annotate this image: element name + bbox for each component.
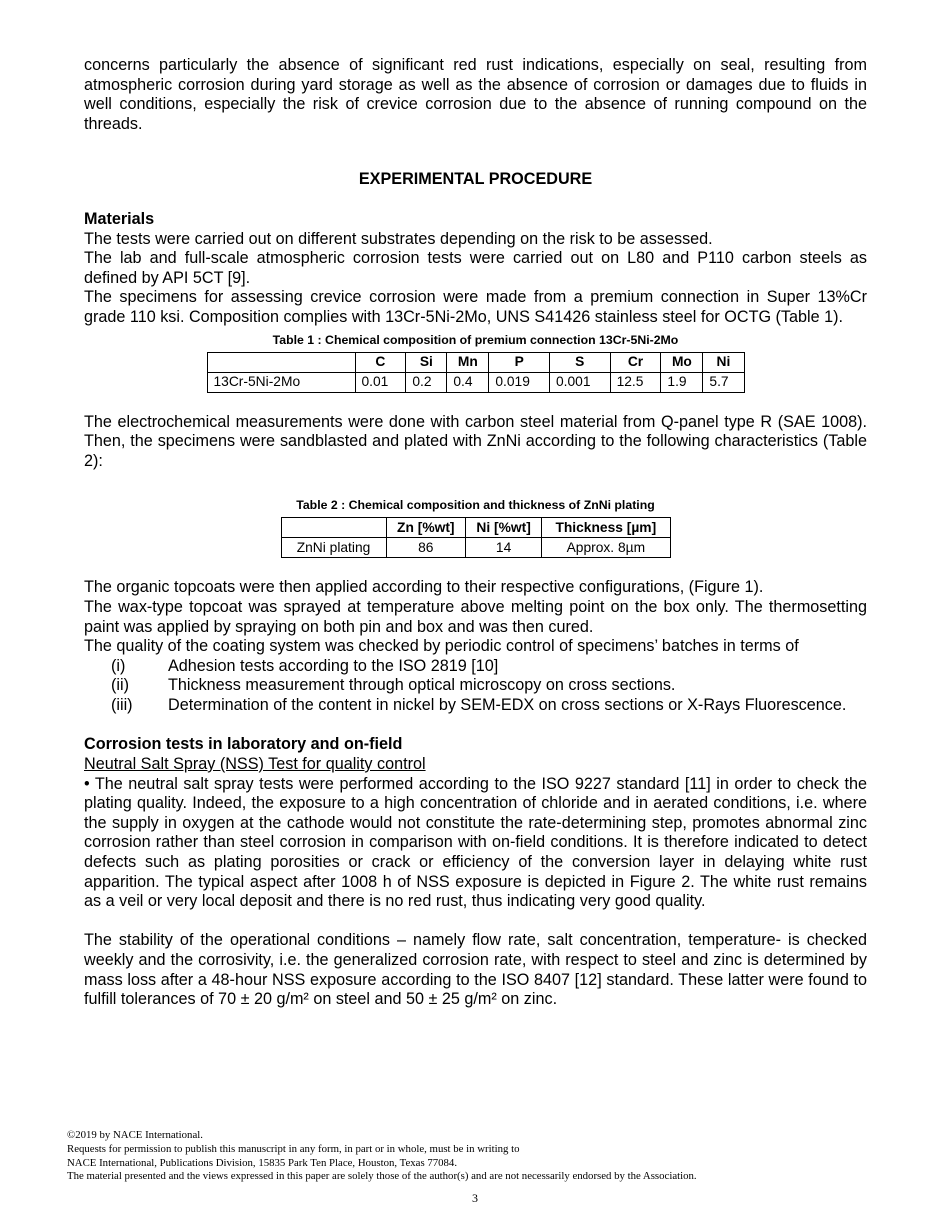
table1-header-cell: P <box>489 352 550 372</box>
list-item <box>84 696 867 716</box>
table2 <box>281 517 671 558</box>
table1-header-cell <box>207 352 355 372</box>
table1-header-cell: Mo <box>661 352 703 372</box>
table2-cell: 86 <box>386 538 466 558</box>
footer-address: NACE International, Publications Division, 15835 Park Ten Place, Houston, Texas 77084. <box>67 1156 458 1169</box>
corrosion-heading: Corrosion tests in laboratory and on-field <box>84 735 403 754</box>
intro-paragraph: concerns particularly the absence of significant red rust indications, especially on seal, resulting from atmospheric corrosion during yard storage as well as the absence of corrosion or damages due to fluids in well conditions, especially the risk of crevice corrosion due to the absence of running compound on the threads. <box>84 56 867 133</box>
materials-heading: Materials <box>84 209 155 228</box>
table2-header-cell <box>281 518 386 538</box>
table2-header-row <box>281 518 670 538</box>
footer <box>67 1129 697 1184</box>
electrochemical-paragraph: The electrochemical measurements were done with carbon steel material from Q-panel type R (SAE 1008). Then, the specimens were sandblasted and plated with ZnNi according to the following characteristics (Table 2): <box>84 412 867 470</box>
table-row <box>281 538 670 558</box>
section-title: EXPERIMENTAL PROCEDURE <box>358 170 593 189</box>
table1-cell: 0.2 <box>406 372 447 392</box>
table1-cell: 5.7 <box>703 372 744 392</box>
table2-cell: ZnNi plating <box>281 538 386 558</box>
quality-list <box>84 657 867 716</box>
stability-paragraph: The stability of the operational conditions – namely flow rate, salt concentration, temperature- is checked weekly and the corrosivity, i.e. the generalized corrosion rate, with respect to steel and zinc is determined by mass loss after a 48-hour NSS exposure according to the ISO 8407 [12] standard. These latter were found to fulfill tolerances of 70 ± 20 g/m² on steel and 50 ± 25 g/m² on zinc. <box>84 931 867 1009</box>
table1-cell: 0.001 <box>549 372 610 392</box>
topcoat-paragraph-3: The quality of the coating system was checked by periodic control of specimens’ batches in terms of <box>84 637 799 656</box>
table1-header-row <box>207 352 744 372</box>
list-number: (iii) <box>111 695 133 714</box>
table1-header-cell: Cr <box>610 352 661 372</box>
list-item <box>84 676 867 696</box>
topcoat-paragraph-1: The organic topcoats were then applied according to their respective configurations, (Figure 1). <box>84 578 764 597</box>
page-body <box>84 56 867 1010</box>
list-text: Determination of the content in nickel by SEM-EDX on cross sections or X-Rays Fluorescence. <box>168 695 847 714</box>
table1-cell: 13Cr-5Ni-2Mo <box>207 372 355 392</box>
table2-cell: 14 <box>466 538 542 558</box>
table2-header-cell: Ni [%wt] <box>466 518 542 538</box>
materials-paragraph-1: The tests were carried out on different substrates depending on the risk to be assessed. <box>84 229 713 248</box>
list-number: (i) <box>111 656 126 675</box>
nss-subheading: Neutral Salt Spray (NSS) Test for quality control <box>84 755 426 774</box>
footer-copyright: ©2019 by NACE International. <box>67 1129 203 1141</box>
nss-paragraph: • The neutral salt spray tests were performed according to the ISO 9227 standard [11] in order to check the plating quality. Indeed, the exposure to a high concentration of chloride and in aerated conditions, i.e. where the supply in oxygen at the cathode would not constitute the rate-determining step, promotes abnormal zinc corrosion rather than steel corrosion in comparison with on-field conditions. It is therefore indicated to detect defects such as plating porosities or crack or efficiency of the conversion layer in delaying white rust apparition. The typical aspect after 1008 h of NSS exposure is depicted in Figure 2. The white rust remains as a veil or very local deposit and there is no red rust, thus indicating very good quality. <box>84 774 867 911</box>
list-text: Thickness measurement through optical microscopy on cross sections. <box>168 676 676 695</box>
table2-header-cell: Thickness [µm] <box>542 518 670 538</box>
table1-header-cell: C <box>355 352 406 372</box>
table1-cell: 0.019 <box>489 372 550 392</box>
materials-paragraph-2: The lab and full-scale atmospheric corrosion tests were carried out on L80 and P110 carbon steels as defined by API 5CT [9]. <box>84 249 867 287</box>
list-text: Adhesion tests according to the ISO 2819 [10] <box>168 656 499 675</box>
table1-header-cell: Ni <box>703 352 744 372</box>
table1-header-cell: Si <box>406 352 447 372</box>
table1 <box>207 352 745 393</box>
footer-permission: Requests for permission to publish this manuscript in any form, in part or in whole, must be in writing to <box>67 1142 520 1155</box>
list-number: (ii) <box>111 676 129 695</box>
table1-cell: 0.4 <box>447 372 489 392</box>
table-row <box>207 372 744 392</box>
topcoat-paragraph-2: The wax-type topcoat was sprayed at temperature above melting point on the box only. The thermosetting paint was applied by spraying on both pin and box and was then cured. <box>84 597 867 636</box>
table2-header-cell: Zn [%wt] <box>386 518 466 538</box>
table1-cell: 0.01 <box>355 372 406 392</box>
table2-caption: Table 2 : Chemical composition and thickness of ZnNi plating <box>296 498 655 513</box>
table1-header-cell: S <box>549 352 610 372</box>
list-item <box>84 657 867 677</box>
table1-cell: 12.5 <box>610 372 661 392</box>
page-number: 3 <box>472 1191 478 1205</box>
table1-cell: 1.9 <box>661 372 703 392</box>
table2-cell: Approx. 8µm <box>542 538 670 558</box>
table1-header-cell: Mn <box>447 352 489 372</box>
materials-paragraph-3: The specimens for assessing crevice corrosion were made from a premium connection in Super 13%Cr grade 110 ksi. Composition complies with 13Cr-5Ni-2Mo, UNS S41426 stainless steel for OCTG (Table 1). <box>84 288 867 326</box>
table1-caption: Table 1 : Chemical composition of premium connection 13Cr-5Ni-2Mo <box>272 332 679 347</box>
footer-disclaimer: The material presented and the views expressed in this paper are solely those of the author(s) and are not necessarily endorsed by the Association. <box>67 1170 697 1183</box>
